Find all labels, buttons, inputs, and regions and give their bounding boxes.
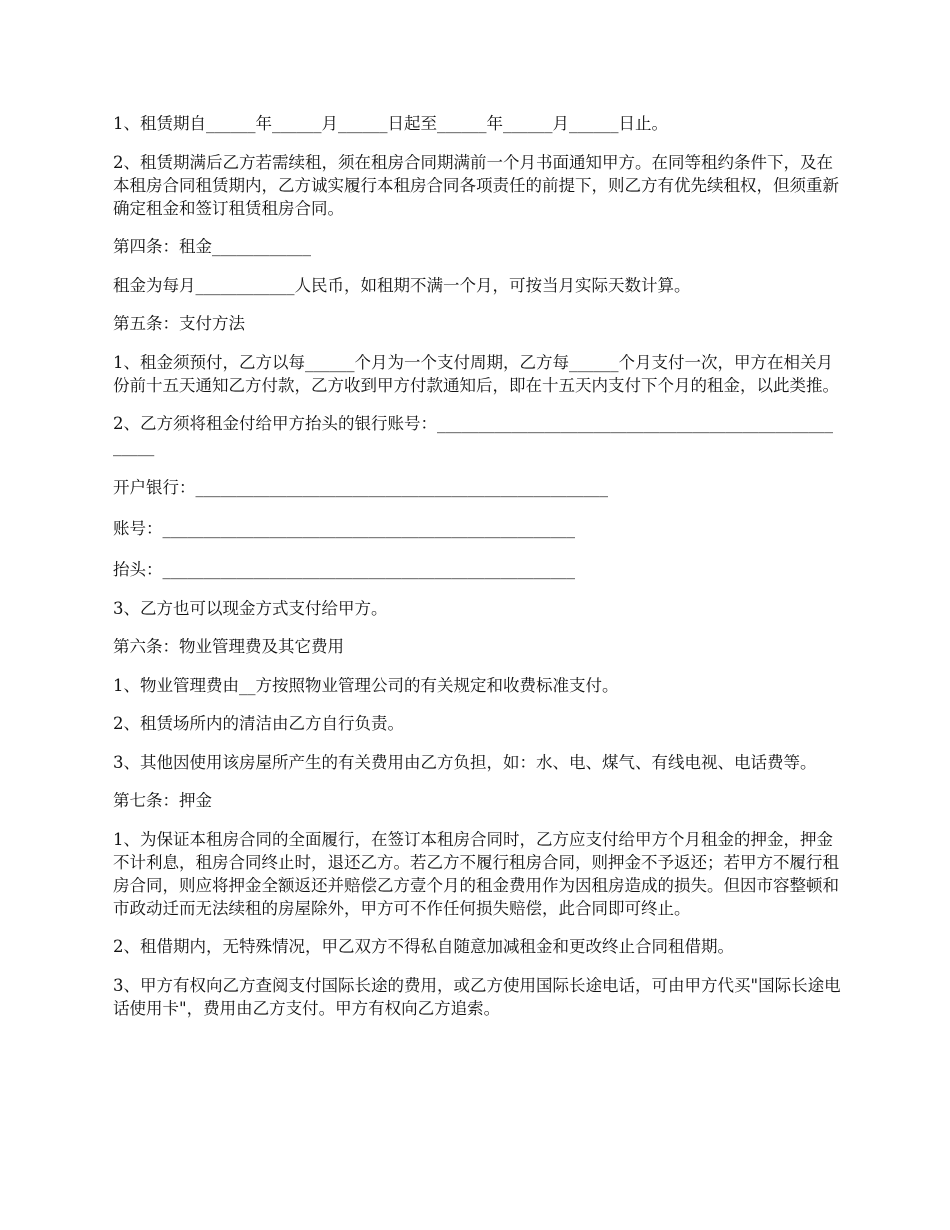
clause-property-fee: 1、物业管理费由__方按照物业管理公司的有关规定和收费标准支付。 [113,675,619,695]
clause-cleaning: 2、租赁场所内的清洁由乙方自行负责。 [113,714,404,733]
article-4-heading: 第四条：租金____________ [113,237,311,256]
clause-utility-fees: 3、其他因使用该房屋所产生的有关费用由乙方负担，如：水、电、煤气、有线电视、电话费等。 [113,752,817,772]
article-5-heading: 第五条：支付方法 [113,314,245,333]
clause-cash-payment: 3、乙方也可以现金方式支付给甲方。 [113,598,388,618]
clause-prepayment: 1、租金须预付，乙方以每______个月为一个支付周期，乙方每______个月支付一次，甲方在相关月份前十五天通知乙方付款，乙方收到甲方付款通知后，即在十五天内支付下个月的租金，以此类推。 [113,352,839,395]
clause-international-calls: 3、甲方有权向乙方查阅支付国际长途的费用，或乙方使用国际长途电话，可由甲方代买"国际长途电话使用卡"，费用由乙方支付。甲方有权向乙方追索。 [113,975,841,1018]
clause-lease-renewal: 2、租赁期满后乙方若需续租，须在租房合同期满前一个月书面通知甲方。在同等租约条件下，及在本租房合同租赁期内，乙方诚实履行本租房合同各项责任的前提下，则乙方有优先续租权，但须重新确定租金和签订租赁租房合同。 [113,152,839,218]
document-page [113,112,841,1035]
clause-lease-term-dates: 1、租赁期自______年______月______日起至______年______月______日止。 [113,114,668,133]
clause-no-rent-change: 2、租借期内，无特殊情况，甲乙双方不得私自随意加减租金和更改终止合同租借期。 [113,937,734,956]
article-7-heading: 第七条：押金 [113,791,212,810]
field-account-holder: 抬头：__________________________________________________ [113,560,575,579]
clause-deposit: 1、为保证本租房合同的全面履行，在签订本租房合同时，乙方应支付给甲方个月租金的押金，押金不计利息，租房合同终止时，退还乙方。若乙方不履行租房合同，则押金不予返还；若甲方不履行租房合同，则应将押金全额返还并赔偿乙方壹个月的租金费用作为因租房造成的损失。但因市容整顿和市政动迁而无法续租的房屋除外，甲方可不作任何损失赔偿，此合同即可终止。 [113,829,839,918]
field-account-number: 账号：__________________________________________________ [113,519,575,538]
clause-monthly-rent: 租金为每月____________人民币，如租期不满一个月，可按当月实际天数计算。 [113,275,691,295]
field-bank-name: 开户银行：__________________________________________________ [113,478,608,497]
article-6-heading: 第六条：物业管理费及其它费用 [113,637,344,656]
clause-bank-account: 2、乙方须将租金付给甲方抬头的银行账号：_____________________________________________________ [113,414,833,456]
